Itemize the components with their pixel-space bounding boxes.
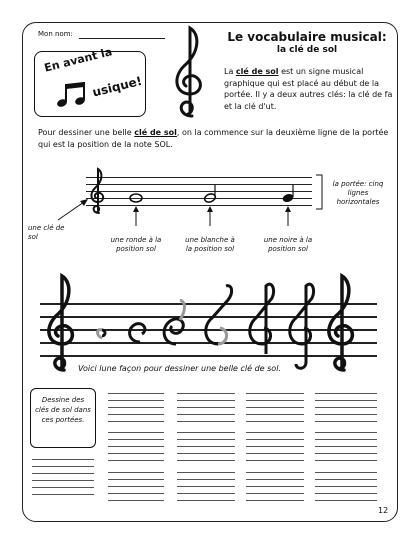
clef-drawing-stages: [40, 270, 380, 374]
label-portee: la portée: cinq lignes horizontales: [332, 180, 384, 206]
intro-lead: La: [224, 67, 234, 76]
name-label: Mon nom:: [38, 30, 73, 38]
practice-box-label: Dessine des clés de sol dans ces portées.: [35, 396, 91, 424]
intro-paragraph: [224, 66, 394, 112]
page-title: Le vocabulaire musical:: [227, 30, 387, 44]
note-arrows: [120, 204, 300, 228]
staff-bracket: [314, 173, 326, 211]
label-note-ronde: une ronde à la position sol: [110, 236, 162, 253]
stages-caption: Voici lune façon pour dessiner une belle clé de sol.: [78, 364, 281, 373]
instruction-paragraph: [38, 127, 390, 151]
practice-box: [30, 388, 96, 448]
badge-line2: usique!: [91, 73, 144, 100]
intro-term: clé de sol: [235, 67, 279, 76]
intro-rest: est un signe musical graphique qui est placé au début de la portée. Il y a deux autres clés: la clé de fa et la clé d'ut.: [224, 67, 393, 111]
page-subtitle: la clé de sol: [276, 45, 338, 55]
treble-clef-icon: [170, 24, 210, 120]
diagram-clef-icon: [88, 166, 108, 216]
label-note-noire: une noire à la position sol: [263, 236, 313, 253]
label-note-blanche: une blanche à la position sol: [185, 236, 235, 253]
instruction-after: , on la commence sur la deuxième ligne de la portée qui est la position de la note SOL.: [38, 128, 389, 149]
label-cle: une clé de sol: [28, 224, 65, 241]
badge-line1: En avant la: [43, 45, 114, 75]
instruction-before: Pour dessiner une belle: [38, 128, 132, 137]
name-field[interactable]: [79, 38, 165, 39]
whole-note-icon: [130, 194, 142, 202]
instruction-term: clé de sol: [134, 128, 177, 137]
badge: [34, 45, 146, 117]
music-notes-icon: [57, 80, 93, 112]
clef-arrow: [56, 196, 90, 222]
page-number: 12: [378, 506, 389, 515]
